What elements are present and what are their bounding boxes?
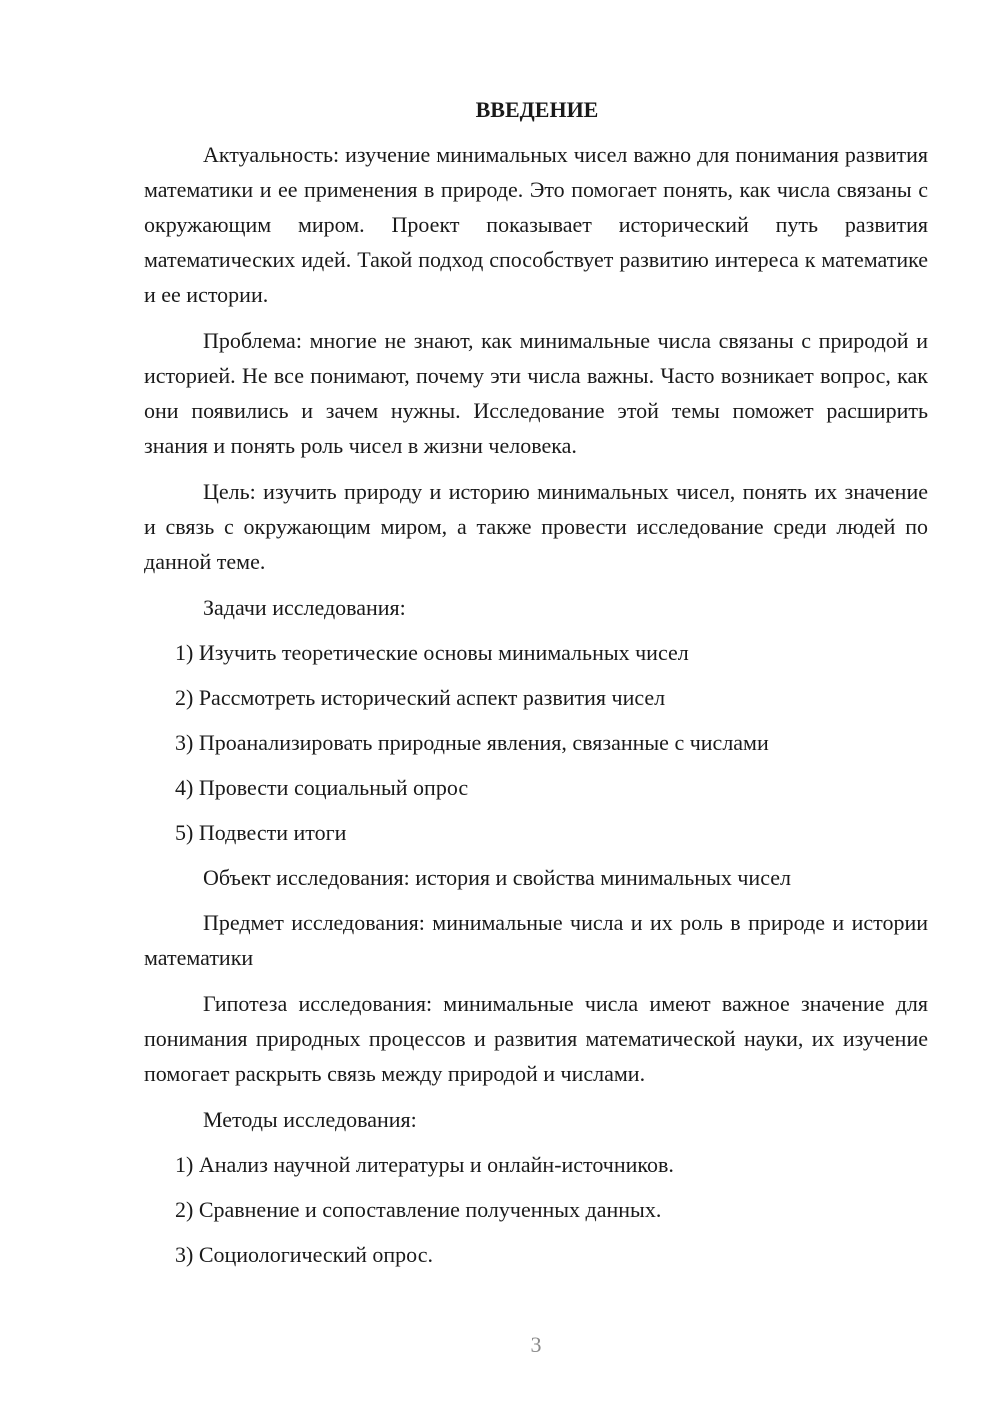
method-item: 3) Социологический опрос. (175, 1242, 433, 1267)
task-item: 3) Проанализировать природные явления, связанные с числами (175, 730, 769, 755)
task-item: 1) Изучить теоретические основы минимальных чисел (175, 640, 689, 665)
page-content (144, 92, 928, 1282)
goal-paragraph: Цель: изучить природу и историю минимальных чисел, понять их значение и связь с окружающим миром, а также провести исследование среди людей по данной теме. (144, 479, 928, 574)
research-subject: Предмет исследования: минимальные числа и их роль в природе и истории математики (144, 910, 928, 970)
page-title: ВВЕДЕНИЕ (475, 97, 599, 122)
page-number: 3 (530, 1332, 542, 1357)
methods-heading: Методы исследования: (203, 1107, 417, 1132)
research-object: Объект исследования: история и свойства минимальных чисел (203, 865, 791, 890)
relevance-paragraph: Актуальность: изучение минимальных чисел важно для понимания развития математики и ее применения в природе. Это помогает понять, как числа связаны с окружающим миром. Проект показывает исторический путь развития математических идей. Такой подход способствует развитию интереса к математике и ее истории. (144, 142, 928, 307)
task-item: 4) Провести социальный опрос (175, 775, 469, 800)
task-item: 2) Рассмотреть исторический аспект развития чисел (175, 685, 666, 710)
research-hypothesis: Гипотеза исследования: минимальные числа имеют важное значение для понимания природных процессов и развития математической науки, их изучение помогает раскрыть связь между природой и числами. (144, 991, 928, 1086)
method-item: 1) Анализ научной литературы и онлайн-источников. (175, 1152, 674, 1177)
tasks-heading: Задачи исследования: (203, 595, 406, 620)
method-item: 2) Сравнение и сопоставление полученных данных. (175, 1197, 662, 1222)
task-item: 5) Подвести итоги (175, 820, 347, 845)
problem-paragraph: Проблема: многие не знают, как минимальные числа связаны с природой и историей. Не все понимают, почему эти числа важны. Часто возникает вопрос, как они появились и зачем нужны. Исследование этой темы поможет расширить знания и понять роль чисел в жизни человека. (144, 328, 928, 458)
